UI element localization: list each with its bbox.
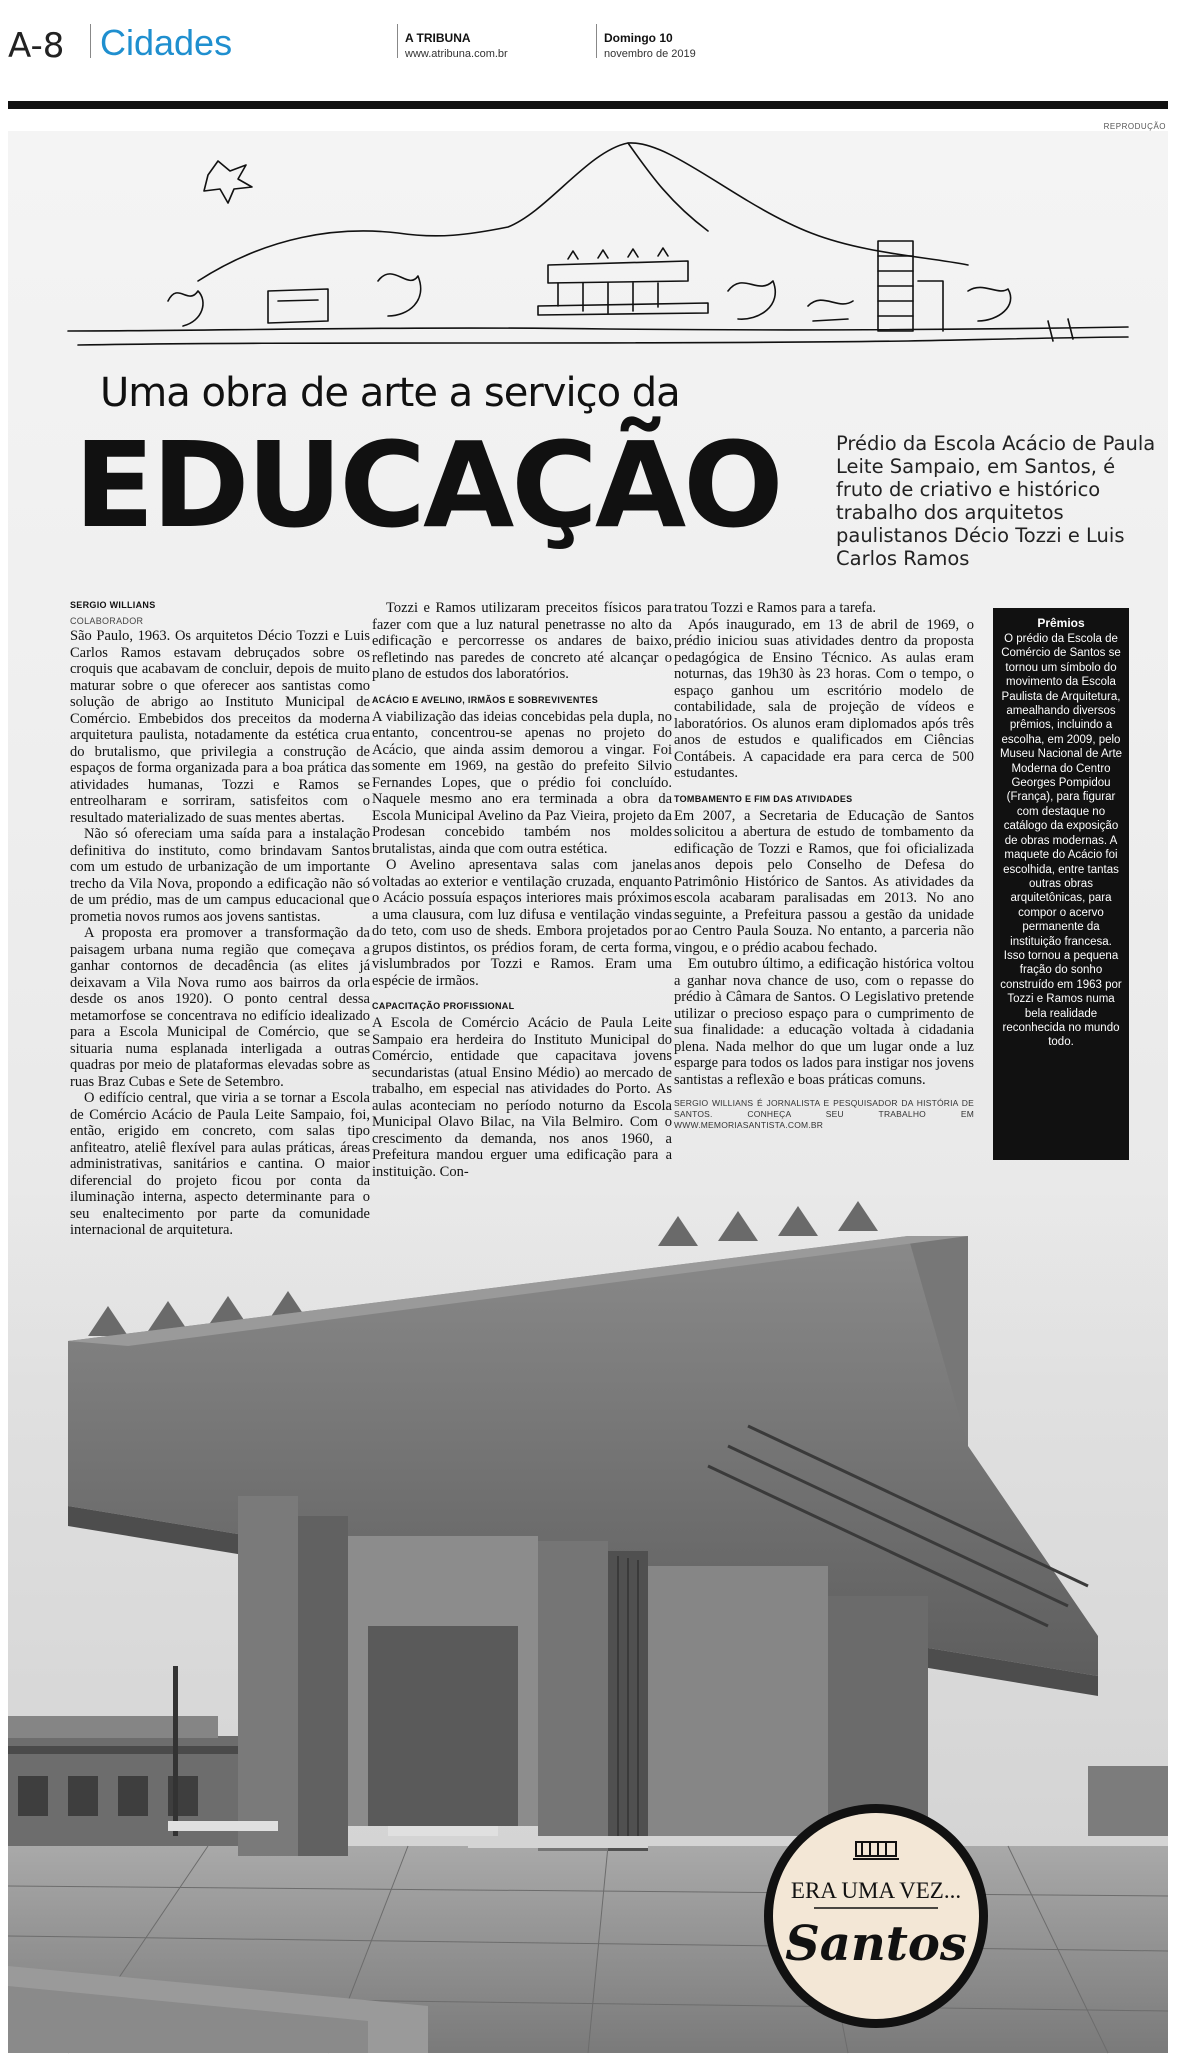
issue-month-year: novembro de 2019	[604, 48, 696, 60]
seal-bottom-text: Santos	[785, 1916, 967, 1972]
paragraph: Após inaugurado, em 13 de abril de 1969, o prédio iniciou suas atividades dentro da proposta pedagógica de Ensino Técnico. As aulas eram noturnas, das 19h30 às 23 horas. Com o tempo, o espaço ganhou um escritório modelo de contabilidade, sala de projeção de vídeos e laboratórios. Os alunos eram diplomados após três anos de estudos e qualificados em Ciências Contábeis. A capacidade era para cerca de 500 estudantes.	[674, 616, 974, 781]
author-role: COLABORADOR	[70, 616, 144, 626]
page-number: A-8	[8, 26, 65, 66]
paragraph: A Escola de Comércio Acácio de Paula Leite Sampaio era herdeira do Instituto Municipal do Comércio, entidade que capacitava jovens secundaristas (atual Ensino Médio) ao mercado de trabalho, em especial nas atividades do Porto. As aulas aconteciam no período noturno da Escola Municipal Olavo Bilac, na Vila Belmiro. Com o crescimento da demanda, nos anos 1960, a Prefeitura mandou erguer uma edificação para a instituição. Con-	[372, 1015, 672, 1180]
building-photo	[8, 1206, 1168, 2053]
issue-day: Domingo 10	[604, 31, 673, 45]
article-column-3	[674, 600, 974, 1131]
sidebar-title: Prêmios	[1037, 616, 1085, 630]
article-column-2	[372, 600, 672, 1180]
header-divider	[596, 24, 597, 58]
paragraph: Em 2007, a Secretaria de Educação de Santos solicitou a abertura de estudo de tombamento da edificação de Tozzi e Ramos, que foi oficializada anos depois pelo Conselho de Defesa do Patrimônio Histórico de Santos. As atividades da escola acabaram paralisadas em 2013. No ano seguinte, a Prefeitura passou a gestão da unidade ao Centro Paula Souza. No entanto, a parceria não vingou, e o prédio acabou fechado.	[674, 807, 974, 956]
headline: EDUCAÇÃO	[74, 416, 781, 554]
author-note: SERGIO WILLIANS É JORNALISTA E PESQUISADOR DA HISTÓRIA DE SANTOS. CONHEÇA SEU TRABALHO EM WWW.MEMORIASANTISTA.COM.BR	[674, 1098, 974, 1130]
seal-top-text: ERA UMA VEZ...	[790, 1878, 962, 1903]
paragraph: O edifício central, que viria a se tornar a Escola de Comércio Acácio de Paula Leite Sampaio, foi, então, erigido em concreto, com salas tipo anfiteatro, ateliê flexível para aulas práticas, áreas administrativas, sanitários e cantina. O maior diferencial do projeto ficou por conta da iluminação interna, aspecto determinante para o seu enaltecimento por parte da comunidade internacional de arquitetura.	[70, 1090, 370, 1238]
publication-name: A TRIBUNA	[405, 31, 471, 45]
article-deck: Prédio da Escola Acácio de Paula Leite Sampaio, em Santos, é fruto de criativo e histórico trabalho dos arquitetos paulistanos Décio Tozzi e Luis Carlos Ramos	[836, 432, 1156, 570]
photo-credit: REPRODUÇÃO	[1103, 122, 1166, 131]
author-name: SERGIO WILLIANS	[70, 600, 156, 610]
era-uma-vez-seal	[760, 1800, 992, 2032]
subheading: ACÁCIO E AVELINO, IRMÃOS E SOBREVIVENTES	[372, 694, 599, 705]
sidebar-text: O prédio da Escola de Comércio de Santos se tornou um símbolo do movimento da Escola Paulista de Arquitetura, amealhando diversos prêmios, incluindo a escolha, em 2009, pelo Museu Nacional de Arte Moderna do Centro Georges Pompidou (França), para figurar com destaque no catálogo da exposição de obras modernas. A maquete do Acácio foi escolhida, entre tantas outras obras arquitetônicas, para compor o acervo permanente da instituição francesa. Isso tornou a pequena fração do sonho construído em 1963 por Tozzi e Ramos numa bela realidade reconhecida no mundo todo.	[999, 633, 1123, 1049]
headline-kicker: Uma obra de arte a serviço da	[100, 370, 680, 416]
paragraph: Em outubro último, a edificação histórica voltou a ganhar nova chance de uso, com o repasse do prédio à Câmara de Santos. O Legislativo pretende utilizar o precioso espaço para o cumprimento de sua finalidade: a educação voltada à cidadania plena. Nada melhor do que um lugar onde a luz esparge para todos os lados para instigar nos jovens santistas a reflexão e boas práticas comuns.	[674, 956, 974, 1088]
subheading: CAPACITAÇÃO PROFISSIONAL	[372, 1001, 515, 1011]
architect-sketch	[8, 131, 1168, 371]
paragraph: tratou Tozzi e Ramos para a tarefa.	[674, 600, 877, 616]
header-rule	[8, 101, 1168, 109]
paragraph: A proposta era promover a transformação da paisagem urbana numa região que começava a ganhar contornos de decadência (as elites já deixavam a Vila Nova rumo aos bairros da orla desde os anos 1920). O ponto central dessa metamorfose se concentrava no edifício idealizado para a Escola Municipal de Comércio, que se situaria numa esplanada interligada a outras quadras por meio de plataformas elevadas sobre as ruas Braz Cubas e Sete de Setembro.	[70, 925, 370, 1090]
section-name: Cidades	[100, 22, 233, 63]
paragraph: A viabilização das ideias concebidas pela dupla, no entanto, concentrou-se apenas no projeto do Acácio, que ainda assim demorou a vingar. Foi somente em 1969, na gestão do prefeito Silvio Fernandes Lopes, que o prédio foi concluído. Naquele mesmo ano era terminada a obra da Escola Municipal Avelino da Paz Vieira, projeto da Prodesan concebido também nos moldes brutalistas, ainda que com outra estética.	[372, 708, 672, 857]
header-divider	[397, 24, 398, 58]
paragraph: Tozzi e Ramos utilizaram preceitos físicos para fazer com que a luz natural penetrasse no alto da edificação e percorresse os andares de baixo, refletindo nas paredes de concreto até alcançar o plano de estudos dos laboratórios.	[372, 600, 672, 682]
subheading: TOMBAMENTO E FIM DAS ATIVIDADES	[674, 793, 853, 804]
paragraph: Não só ofereciam uma saída para a instalação definitiva do instituto, como brindavam Santos com um estudo de urbanização de um importante trecho da Vila Nova, propondo a edificação não só de um prédio, mas de um campus educacional que prometia novos rumos aos jovens santistas.	[70, 826, 370, 925]
awards-sidebar	[993, 608, 1129, 1160]
article-column-1	[70, 600, 370, 1239]
paragraph: São Paulo, 1963. Os arquitetos Décio Tozzi e Luis Carlos Ramos estavam debruçados sobre os croquis que acabavam de concluir, depois de muito maturar sobre o que oferecer aos santistas como solução de abrigo ao Instituto Municipal de Comércio. Embebidos dos preceitos da moderna arquitetura paulista, notadamente da estética crua do brutalismo, que privilegia a construção de espaços de forma organizada para a boa prática das atividades humanas, Tozzi e Ramos se entreolharam e sorriram, satisfeitos com o resultado materializado de suas mentes abertas.	[70, 628, 370, 826]
header-divider	[90, 24, 91, 58]
page-header	[0, 0, 1178, 100]
publication-website: www.atribuna.com.br	[405, 48, 508, 60]
paragraph: O Avelino apresentava salas com janelas voltadas ao exterior e ventilação cruzada, enquanto o Acácio possuía espaços interiores mais próximos a uma clausura, com luz difusa e ventilação vindas do teto, com uso de sheds. Embora projetados por grupos distintos, os prédios foram, de certa forma, vislumbrados por Tozzi e Ramos. Eram uma espécie de irmãos.	[372, 857, 672, 989]
